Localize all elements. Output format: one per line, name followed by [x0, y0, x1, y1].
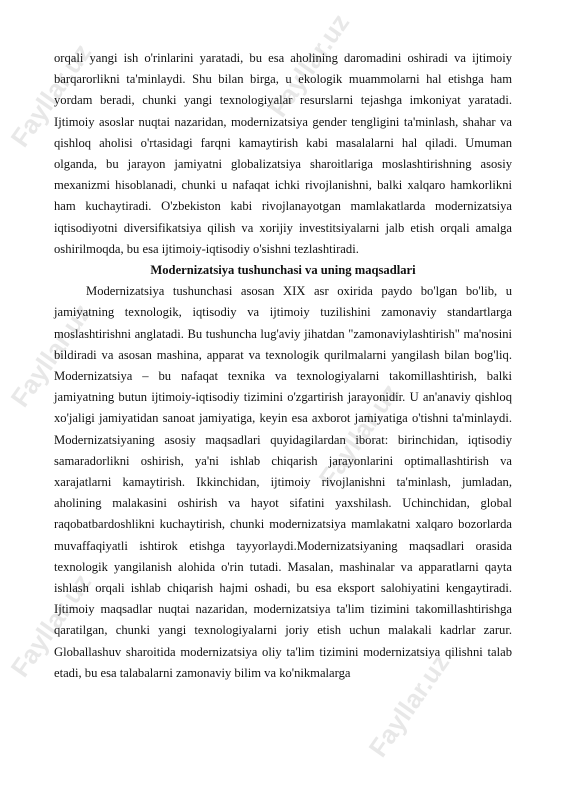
watermark: Fayllar.uz [4, 298, 98, 413]
paragraph: orqali yangi ish o'rinlarini yaratadi, bu esa aholining daromadini oshiradi va ijtimoiy barqarorlikni ta'minlaydi. Shu bilan birga, u ekologik muammolarni hal etishga ham yordam beradi, chunki yangi texnologiyalar resurslarni tejashga imkoniyat yaratadi. Ijtimoiy asoslar nuqtai nazaridan, modernizatsiya gender tengligini ta'minlash, shahar va qishloq aholisi o'rtasidagi farqni kamaytirish kabi masalalarni hal qiladi. Umuman olganda, bu jarayon jamiyatni globalizatsiya sharoitlariga moslashtirishning asosiy mexanizmi hisoblanadi, chunki u nafaqat ichki rivojlanishni, balki xalqaro hamkorlikni ham kuchaytiradi. O'zbekiston kabi rivojlanayotgan mamlakatlarda modernizatsiya iqtisodiyotni diversifikatsiya qilish va xorijiy investitsiyalarni jalb etish orqali amalga oshirilmoqda, bu esa ijtimoiy-iqtisodiy o'sishni tezlashtiradi. [54, 51, 512, 256]
watermark: Fayllar.uz [4, 38, 98, 153]
watermark: Fayllar.uz [262, 8, 356, 123]
watermark: Fayllar.uz [312, 378, 406, 493]
watermark: Fayllar.uz [4, 568, 98, 683]
paragraph: Modernizatsiya tushunchasi asosan XIX asr oxirida paydo bo'lgan bo'lib, u jamiyatning texnologik, iqtisodiy va ijtimoiy tuzilishini zamonaviy standartlarga moslashtirishni anglatadi. Bu tushuncha lug'aviy jihatdan "zamonaviylashtirish" ma'nosini bildiradi va asosan mashina, apparat va texnologik qurilmalarni yangilash bilan bog'liq. Modernizatsiya – bu nafaqat texnika va texnologiyalarni takomillashtirish, balki jamiyatning butun ijtimoiy-iqtisodiy tizimini o'zgartirish jarayonidir. U an'anaviy qishloq xo'jaligi jamiyatidan sanoat jamiyatiga, keyin esa axborot jamiyatiga o'tishni ta'minlaydi. Modernizatsiyaning asosiy maqsadlari quyidagilardan iborat: birinchidan, iqtisodiy samaradorlikni oshirish, ya'ni ishlab chiqarish jarayonlarini optimallashtirish va xarajatlarni kamaytirish. Ikkinchidan, ijtimoiy rivojlanishni ta'minlash, jumladan, aholining malakasini oshirish va hayot sifatini yaxshilash. Uchinchidan, global raqobatbardoshlikni kuchaytirish, chunki modernizatsiya mamlakatni xalqaro bozorlarda muvaffaqiyatli ishtirok etishga tayyorlaydi.Modernizatsiyaning maqsadlari orasida texnologik yangilanish alohida o'rin tutadi. Masalan, mashinalar va apparatlarni qayta ishlash orqali ishlab chiqarish hajmi oshadi, bu esa eksport salohiyatini kengaytiradi. Ijtimoiy maqsadlar nuqtai nazaridan, modernizatsiya ta'lim tizimini takomillashtirishga qaratilgan, chunki yangi texnologiyalarni joriy etish uchun malakali kadrlar zarur. Globallashuv sharoitida modernizatsiya oliy ta'lim tizimini modernizatsiya qilishni talab etadi, bu esa talabalarni zamonaviy bilim va ko'nikmalarga [54, 284, 512, 680]
section-heading: Modernizatsiya tushunchasi va uning maqsadlari [150, 263, 416, 278]
document-body [54, 48, 512, 684]
watermark: Fayllar.uz [362, 648, 456, 763]
